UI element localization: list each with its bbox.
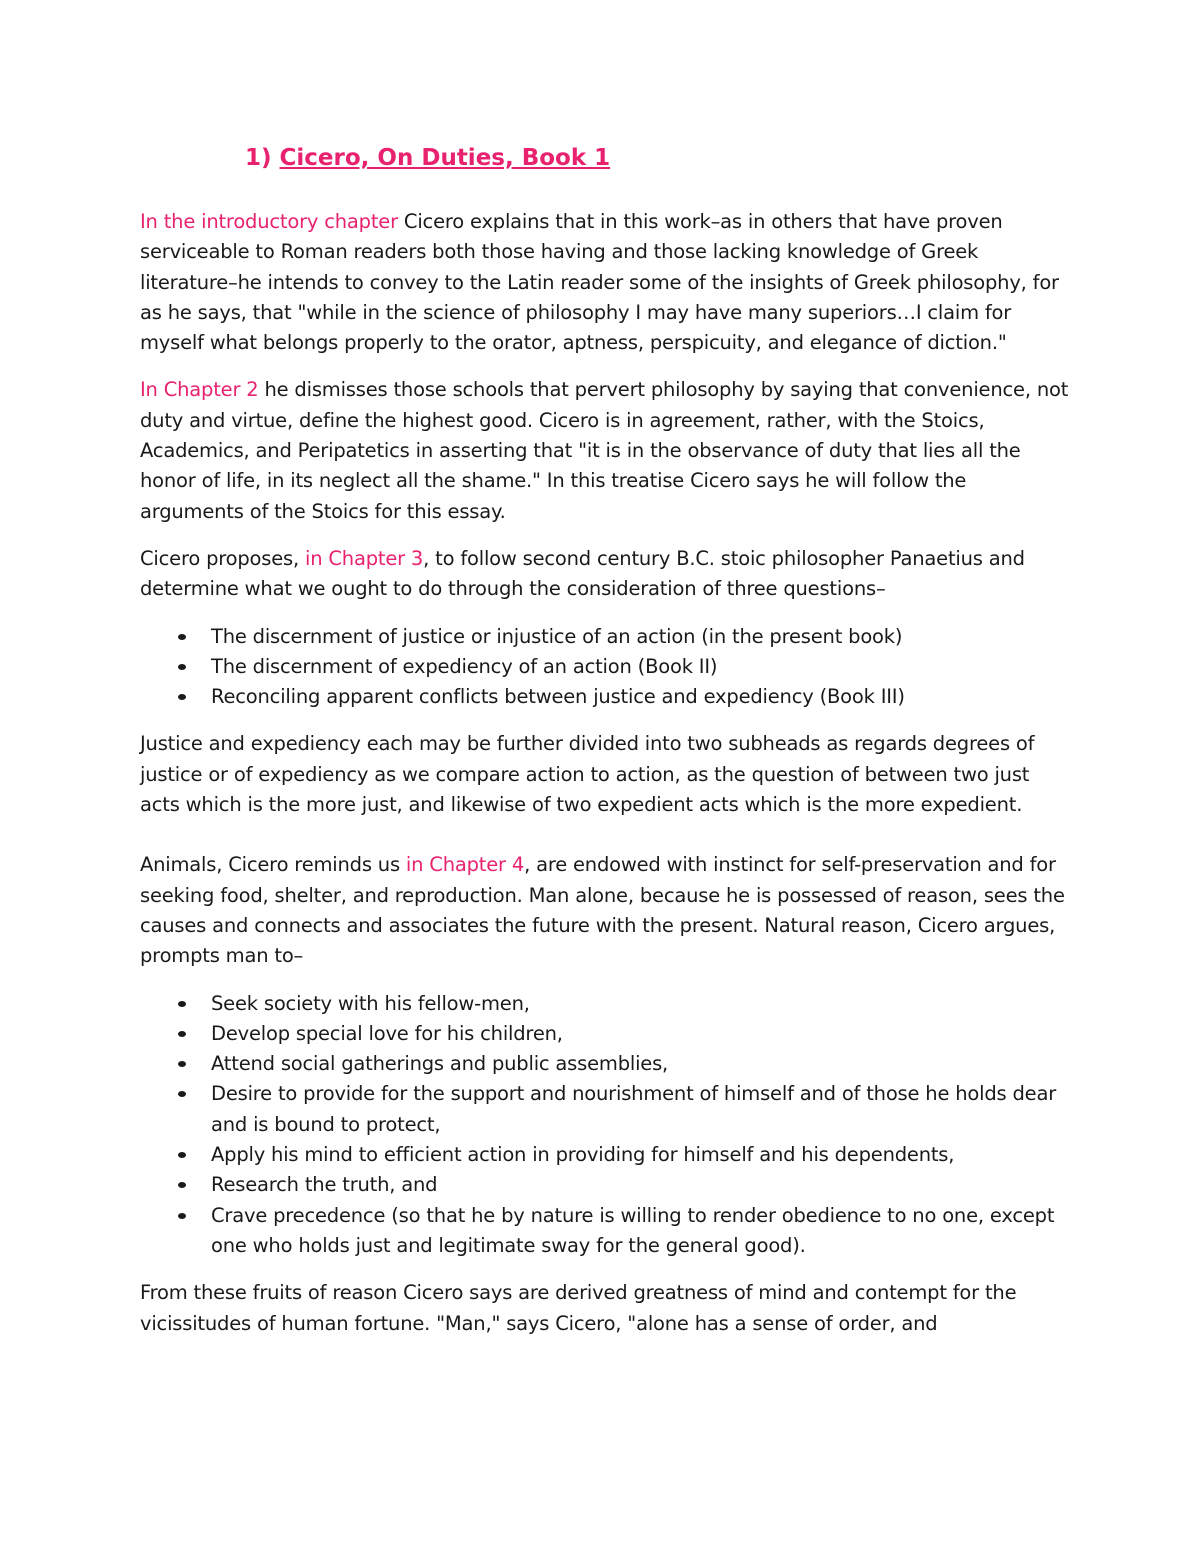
chapter-highlight: In Chapter 2 [140,378,259,402]
list-item: The discernment of justice or injustice of an action (in the present book) [140,622,1070,652]
paragraph-intro [140,207,1070,358]
reason-prompts-list [140,989,1070,1262]
paragraph-text: he dismisses those schools that pervert philosophy by saying that convenience, not duty and virtue, define the highest good. Cicero is in agreement, rather, with the Stoics, Academics, and Peripatetics in asserting that "it is in the observance of duty that lies all the honor of life, in its neglect all the shame." In this treatise Cicero says he will follow the arguments of the Stoics for this essay. [140,378,1069,523]
questions-list [140,622,1070,713]
list-item: Reconciling apparent conflicts between justice and expediency (Book III) [140,682,1070,712]
heading-number: 1) [245,145,272,171]
list-item: Research the truth, and [140,1170,1070,1200]
heading-title: Cicero, On Duties, Book 1 [279,145,611,171]
list-item: Crave precedence (so that he by nature is willing to render obedience to no one, except one who holds just and legitimate sway for the general good). [140,1201,1070,1262]
paragraph-text: Animals, Cicero reminds us [140,853,406,877]
document-body [140,207,1070,1356]
list-item: Develop special love for his children, [140,1019,1070,1049]
paragraph-text: , are endowed with instinct for self-preservation and for seeking food, shelter, and reproduction. Man alone, because he is possessed of reason, sees the causes and connects and associates the future with the present. Natural reason, Cicero argues, prompts man to– [140,853,1065,968]
list-item: Desire to provide for the support and nourishment of himself and of those he holds dear and is bound to protect, [140,1079,1070,1140]
paragraph-chapter-4 [140,850,1070,971]
paragraph-text: From these fruits of reason Cicero says are derived greatness of mind and contempt for the vicissitudes of human fortune. "Man," says Cicero, "alone has a sense of order, and [140,1281,1017,1335]
list-item: The discernment of expediency of an action (Book II) [140,652,1070,682]
list-item: Attend social gatherings and public assemblies, [140,1049,1070,1079]
list-item: Apply his mind to efficient action in providing for himself and his dependents, [140,1140,1070,1170]
page-title [245,145,610,171]
paragraph-text: Justice and expediency each may be further divided into two subheads as regards degrees of justice or of expediency as we compare action to action, as the question of between two just acts which is the more just, and likewise of two expedient acts which is the more expedient. [140,732,1035,817]
paragraph-text: Cicero explains that in this work–as in others that have proven serviceable to Roman readers both those having and those lacking knowledge of Greek literature–he intends to convey to the Latin reader some of the insights of Greek philosophy, for as he says, that "while in the science of philosophy I may have many superiors…I claim for myself what belongs properly to the orator, aptness, perspicuity, and elegance of diction." [140,210,1059,355]
chapter-highlight: In the introductory chapter [140,210,398,233]
chapter-highlight: in Chapter 4 [405,853,525,877]
paragraph-fruits-of-reason [140,1278,1070,1339]
paragraph-text: Cicero proposes, [140,546,305,570]
chapter-highlight: in Chapter 3 [305,546,424,570]
paragraph-text: , to follow second century B.C. stoic philosopher Panaetius and determine what we ought to do through the consideration of three questions– [140,546,1025,601]
list-item: Seek society with his fellow-men, [140,989,1070,1019]
paragraph-justice-expediency [140,729,1070,820]
paragraph-chapter-2 [140,375,1070,526]
paragraph-chapter-3 [140,544,1070,605]
